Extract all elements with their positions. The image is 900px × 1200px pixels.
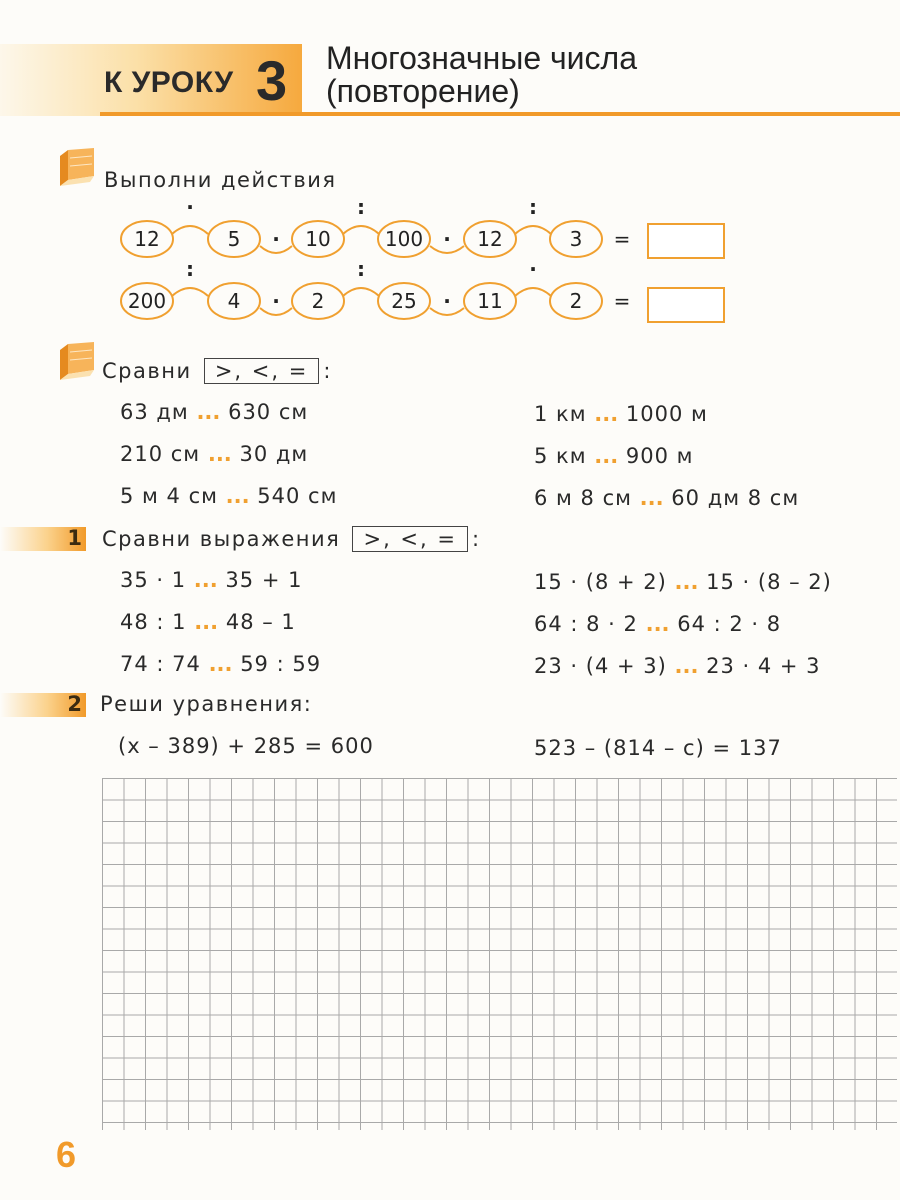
chain-diagram (110, 198, 740, 334)
task-1-number: 1 (67, 526, 82, 550)
equation-2: 523 – (814 – c) = 137 (534, 736, 782, 760)
chain2-equals: = (613, 289, 631, 313)
expr-left-3: 74 : 74 ... 59 : 59 (120, 652, 322, 676)
task-1-heading (102, 526, 481, 552)
expr-right-2: 64 : 8 · 2 ... 64 : 2 · 8 (534, 612, 782, 636)
compare-right-1: 1 км ... 1000 м (534, 402, 708, 426)
chain2-num-4: 25 (391, 289, 417, 313)
task-1-sign-box: >, <, = (352, 526, 468, 552)
chain1-num-2: 5 (227, 227, 241, 251)
chain2-num-5: 11 (477, 289, 503, 313)
lesson-number: 3 (256, 49, 288, 112)
book-icon (50, 340, 100, 382)
chain1-equals: = (613, 227, 631, 251)
topic-title (326, 42, 637, 108)
task-b-title: Сравни (102, 359, 192, 383)
compare-right-2: 5 км ... 900 м (534, 444, 694, 468)
page-number: 6 (56, 1134, 77, 1175)
chain2-op-2: · (272, 289, 280, 313)
expr-left-1: 35 · 1 ... 35 + 1 (120, 568, 303, 592)
task-1-number-tag (0, 527, 86, 551)
compare-left-2: 210 см ... 30 дм (120, 442, 309, 466)
chain2-num-6: 2 (569, 289, 583, 313)
expr-right-1: 15 · (8 + 2) ... 15 · (8 – 2) (534, 570, 832, 594)
chain2-op-4: · (443, 289, 451, 313)
chain2-op-1: : (186, 257, 194, 281)
chain2-num-2: 4 (227, 289, 241, 313)
answer-grid[interactable] (102, 778, 897, 1130)
task-b-heading (102, 358, 332, 384)
task-b-sign-box: >, <, = (204, 358, 320, 384)
chain1-op-5: : (529, 198, 537, 219)
chain1-num-3: 10 (305, 227, 331, 251)
chain1-op-1: · (186, 198, 194, 219)
book-icon (50, 146, 100, 188)
chain1-op-2: · (272, 227, 280, 251)
header-rule (100, 112, 900, 116)
task-2-title: Реши уравнения: (100, 692, 313, 716)
answer-box-2[interactable] (647, 287, 725, 323)
chain1-num-1: 12 (134, 227, 160, 251)
chain2-num-3: 2 (311, 289, 325, 313)
task-2-number: 2 (67, 692, 82, 716)
task-b-colon: : (323, 359, 332, 383)
compare-right-3: 6 м 8 см ... 60 дм 8 см (534, 486, 800, 510)
chain2-op-3: : (357, 257, 365, 281)
topic-line-2: (повторение) (326, 73, 520, 109)
lesson-label: К УРОКУ (104, 66, 234, 99)
task-1-title: Сравни выражения (102, 527, 341, 551)
chain1-num-6: 3 (569, 227, 583, 251)
chain1-op-3: : (357, 198, 365, 219)
chain2-op-5: · (529, 257, 537, 281)
task-2-number-tag (0, 693, 86, 717)
expr-right-3: 23 · (4 + 3) ... 23 · 4 + 3 (534, 654, 821, 678)
equation-1: (x – 389) + 285 = 600 (118, 734, 374, 758)
compare-left-1: 63 дм ... 630 см (120, 400, 309, 424)
answer-box-1[interactable] (647, 223, 725, 259)
task-a-title: Выполни действия (104, 168, 337, 192)
chain2-num-1: 200 (127, 289, 167, 313)
compare-left-3: 5 м 4 см ... 540 см (120, 484, 338, 508)
expr-left-2: 48 : 1 ... 48 – 1 (120, 610, 296, 634)
topic-line-1: Многозначные числа (326, 40, 638, 76)
chain1-num-5: 12 (477, 227, 503, 251)
chain1-num-4: 100 (384, 227, 424, 251)
task-1-colon: : (471, 527, 481, 551)
chain1-op-4: · (443, 227, 451, 251)
